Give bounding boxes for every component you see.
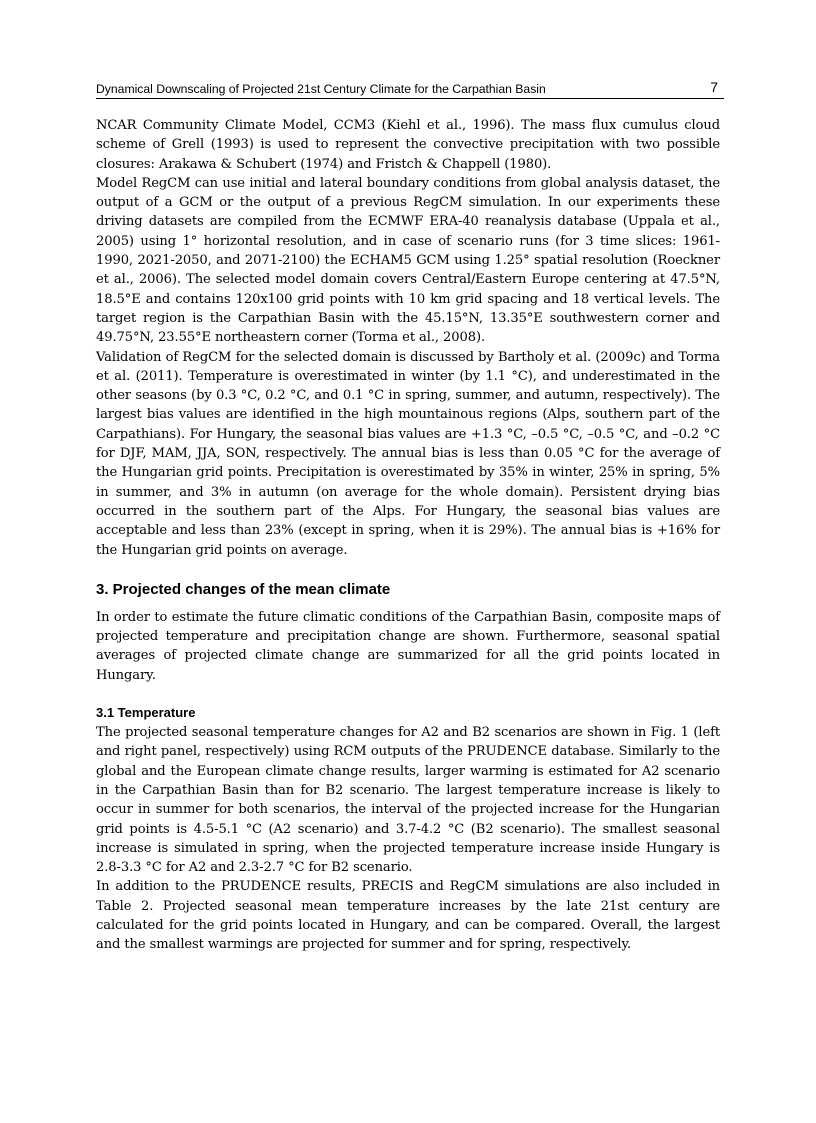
- paragraph-section-intro: In order to estimate the future climatic conditions of the Carpathian Basin, composite maps of projected temperature and precipitation change are shown. Furthermore, seasonal spatial averages of projected climate change are summarized for all the grid points located in Hungary.: [96, 609, 720, 683]
- page-number: 7: [710, 79, 718, 95]
- paragraph-table-comparison: In addition to the PRUDENCE results, PRECIS and RegCM simulations are also included in Table 2. Projected seasonal mean temperature increases by the late 21st century are calculated for the grid points located in Hungary, and can be compared. Overall, the largest and the smallest warmings are projected for summer and for spring, respectively.: [96, 879, 720, 953]
- paragraph-ccm3: NCAR Community Climate Model, CCM3 (Kiehl et al., 1996). The mass flux cumulus cloud scheme of Grell (1993) is used to represent the convective precipitation with two possible closures: Arakawa & Schubert (1974) and Fristch & Chappell (1980).: [96, 118, 720, 172]
- paragraph-boundary-conditions: Model RegCM can use initial and lateral boundary conditions from global analysis dataset, the output of a GCM or the output of a previous RegCM simulation. In our experiments these driving datasets are compiled from the ECMWF ERA-40 reanalysis database (Uppala et al., 2005) using 1° horizontal resolution, and in case of scenario runs (for 3 time slices: 1961-1990, 2021-2050, and 2071-2100) the ECHAM5 GCM using 1.25° spatial resolution (Roeckner et al., 2006). The selected model domain covers Central/Eastern Europe centering at 47.5°N, 18.5°E and contains 120x100 grid points with 10 km grid spacing and 18 vertical levels. The target region is the Carpathian Basin with the 45.15°N, 13.35°E southwestern corner and 49.75°N, 23.55°E northeastern corner (Torma et al., 2008).: [96, 175, 720, 346]
- running-title: Dynamical Downscaling of Projected 21st Century Climate for the Carpathian Basin: [96, 82, 546, 96]
- paragraph-validation: Validation of RegCM for the selected domain is discussed by Bartholy et al. (2009c) and Torma et al. (2011). Temperature is overestimated in winter (by 1.1 °C), and underestimated in the other seasons (by 0.3 °C, 0.2 °C, and 0.1 °C in spring, summer, and autumn, respectively). The largest bias values are identified in the high mountainous regions (Alps, southern part of the Carpathians). For Hungary, the seasonal bias values are +1.3 °C, –0.5 °C, –0.5 °C, and –0.2 °C for DJF, MAM, JJA, SON, respectively. The annual bias is less than 0.05 °C for the average of the Hungarian grid points. Precipitation is overestimated by 35% in winter, 25% in spring, 5% in summer, and 3% in autumn (on average for the whole domain). Persistent drying bias occurred in the southern part of the Alps. For Hungary, the seasonal bias values are acceptable and less than 23% (except in spring, when it is 29%). The annual bias is +16% for the Hungarian grid points on average.: [96, 349, 720, 558]
- subsection-heading: 3.1 Temperature: [96, 705, 196, 721]
- running-header: [96, 80, 724, 99]
- paragraph-temperature-changes: The projected seasonal temperature changes for A2 and B2 scenarios are shown in Fig. 1 (left and right panel, respectively) using RCM outputs of the PRUDENCE database. Similarly to the global and the European climate change results, larger warming is estimated for A2 scenario in the Carpathian Basin than for B2 scenario. The largest temperature increase is likely to occur in summer for both scenarios, the interval of the projected increase for the Hungarian grid points is 4.5-5.1 °C (A2 scenario) and 3.7-4.2 °C (B2 scenario). The smallest seasonal increase is simulated in spring, when the projected temperature increase inside Hungary is 2.8-3.3 °C for A2 and 2.3-2.7 °C for B2 scenario.: [96, 725, 720, 876]
- page-content: [96, 116, 720, 955]
- section-heading: 3. Projected changes of the mean climate: [96, 580, 391, 598]
